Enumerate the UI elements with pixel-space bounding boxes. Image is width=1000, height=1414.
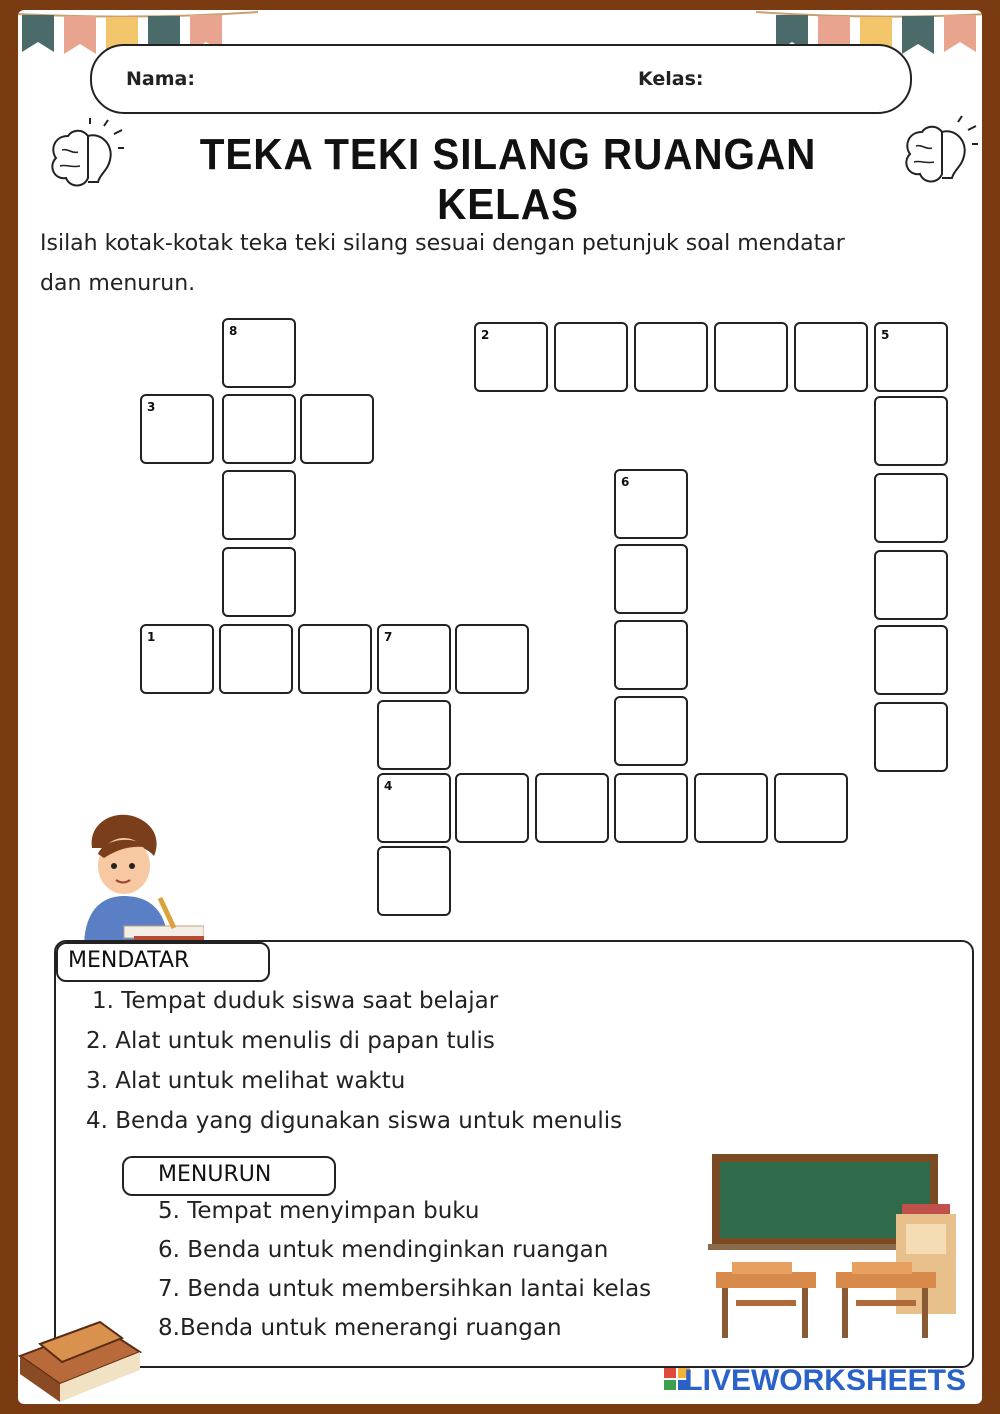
- mendatar-clue-3: 3. Alat untuk melihat waktu: [86, 1068, 406, 1094]
- cell-6-down-2[interactable]: [614, 544, 688, 614]
- clue-number-1: 1: [147, 630, 156, 644]
- cell-1-across-2[interactable]: [219, 624, 293, 694]
- cell-8-down-4[interactable]: [222, 547, 296, 617]
- cell-7-down-4[interactable]: [377, 846, 451, 916]
- brain-bulb-icon-left: [44, 118, 124, 198]
- cell-2-across-2[interactable]: [554, 322, 628, 392]
- cell-8-down-1[interactable]: [222, 318, 296, 388]
- cell-4-across-2[interactable]: [455, 773, 529, 843]
- name-label: Nama:: [126, 68, 195, 90]
- clue-number-3: 3: [147, 400, 156, 414]
- cell-1-across-4[interactable]: [377, 624, 451, 694]
- menurun-clue-8: 8.Benda untuk menerangi ruangan: [158, 1315, 562, 1341]
- cell-4-across-1[interactable]: [377, 773, 451, 843]
- cell-2-across-6[interactable]: [874, 322, 948, 392]
- cell-6-down-4[interactable]: [614, 696, 688, 766]
- clue-number-5: 5: [881, 328, 890, 342]
- mendatar-clue-1: 1. Tempat duduk siswa saat belajar: [92, 988, 499, 1014]
- cell-2-across-1[interactable]: [474, 322, 548, 392]
- clue-number-7: 7: [384, 630, 393, 644]
- cell-5-down-6[interactable]: [874, 702, 948, 772]
- cell-4-across-3[interactable]: [535, 773, 609, 843]
- brain-bulb-icon-right: [898, 110, 978, 200]
- cell-1-across-3[interactable]: [298, 624, 372, 694]
- cell-2-across-3[interactable]: [634, 322, 708, 392]
- cell-2-across-5[interactable]: [794, 322, 868, 392]
- cell-5-down-5[interactable]: [874, 625, 948, 695]
- cell-2-across-4[interactable]: [714, 322, 788, 392]
- cell-3-across-3[interactable]: [300, 394, 374, 464]
- cell-5-down-2[interactable]: [874, 396, 948, 466]
- cell-6-down-3[interactable]: [614, 620, 688, 690]
- clue-number-8: 8: [229, 324, 238, 338]
- worksheet-page: [18, 10, 982, 1404]
- cell-3-across-2[interactable]: [222, 394, 296, 464]
- books-illustration: [18, 1306, 150, 1404]
- student-writing-illustration: [64, 808, 204, 948]
- class-label: Kelas:: [638, 68, 704, 90]
- cell-6-down-1[interactable]: [614, 469, 688, 539]
- mendatar-label: MENDATAR: [56, 942, 270, 982]
- clue-number-6: 6: [621, 475, 630, 489]
- classroom-illustration: [696, 1154, 966, 1354]
- clue-number-4: 4: [384, 779, 393, 793]
- cell-4-across-5[interactable]: [694, 773, 768, 843]
- cell-5-down-4[interactable]: [874, 550, 948, 620]
- menurun-clue-6: 6. Benda untuk mendinginkan ruangan: [158, 1237, 609, 1263]
- cell-7-down-2[interactable]: [377, 700, 451, 770]
- menurun-clue-7: 7. Benda untuk membersihkan lantai kelas: [158, 1276, 652, 1302]
- cell-3-across-1[interactable]: [140, 394, 214, 464]
- name-class-box: [90, 44, 912, 114]
- worksheet-title: TEKA TEKI SILANG RUANGAN KELAS: [199, 130, 817, 229]
- cell-5-down-3[interactable]: [874, 473, 948, 543]
- cell-8-down-3[interactable]: [222, 470, 296, 540]
- menurun-label: MENURUN: [122, 1156, 336, 1196]
- clue-number-2: 2: [481, 328, 490, 342]
- instructions-text: Isilah kotak-kotak teka teki silang sesuai dengan petunjuk soal mendatar dan menurun.: [40, 231, 845, 296]
- mendatar-clue-2: 2. Alat untuk menulis di papan tulis: [86, 1028, 495, 1054]
- cell-1-across-5[interactable]: [455, 624, 529, 694]
- mendatar-clue-4: 4. Benda yang digunakan siswa untuk menulis: [86, 1108, 623, 1134]
- cell-4-across-4[interactable]: [614, 773, 688, 843]
- cell-4-across-6[interactable]: [774, 773, 848, 843]
- liveworksheets-brand[interactable]: LIVEWORKSHEETS: [684, 1364, 966, 1397]
- cell-1-across-1[interactable]: [140, 624, 214, 694]
- clues-panel: [54, 940, 974, 1368]
- menurun-clue-5: 5. Tempat menyimpan buku: [158, 1198, 480, 1224]
